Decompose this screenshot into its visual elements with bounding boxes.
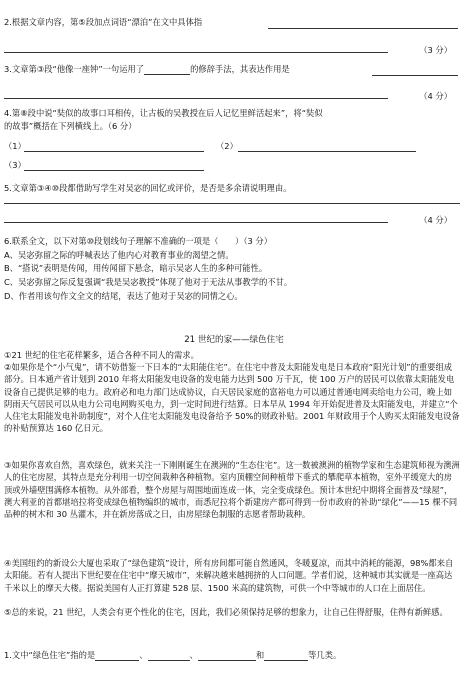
article-paragraph-4: ④美国纽约的新设公大厦也采取了“绿色建筑”设计，所有房间都可能自然通风，冬暖夏凉，而其中消耗的能源，98%都来自太阳能。若有人提出下世纪要在住宅中“摩天城市”，来解决越来越拥挤的人口问题。学者们说，这种城市其实就是一座高达千米以上的摩天大楼。据说美国有人正打算建 528 层、1500 米高的建筑物，可供一个中等城市的人口在上面居住。 xyxy=(4,558,454,593)
option-c[interactable]: C、吴宓弥留之际反复强调“我是吴宓教授”体现了他对于无法从事教学的不甘。 xyxy=(4,277,293,287)
answer-blank[interactable] xyxy=(144,65,190,75)
article-paragraph-2: ②如果你是个“小气鬼”，请不妨借鉴一下日本的“太阳能住宅”。在住宅中普及太阳能发电是日本政府“阳光计划”的重要组成部分。日本通产省计划到 2010 年将太阳能发电设备的发电能力达到 500 万千瓦，使 100 万户的居民可以依靠太阳能发电设备自己提供足够的电力。政府必和电力部门达成协议，白天居民家庭的富裕电力可以通过普通电网卖给电力公司，晚上如阴雨天气居民可以从电力公司电网购买电力，到一定时间进行结算。日本早从 1994 年开始促进普及太阳能发电，并建立“个人住宅太阳能发电补助制度”，对个人住宅太阳能发电设备给予 50%的财政补贴。2001 年财政用于个人购买太阳能发电设备的补贴预算达 160 亿日元。 xyxy=(4,362,460,434)
question-2 xyxy=(4,17,202,28)
score-label: （4 分） xyxy=(419,91,452,101)
question-4-line1: 4.第⑧段中说“奘似的故事口耳相传，让古板的吴教授在后人记忆里鲜活起来”，将“奘似 xyxy=(4,108,323,118)
answer-line[interactable] xyxy=(4,203,460,204)
answer-line[interactable] xyxy=(4,98,388,99)
answer-line[interactable] xyxy=(4,222,388,223)
answer-line-3[interactable] xyxy=(24,170,204,171)
answer-number-1: （1） xyxy=(4,141,26,151)
option-b[interactable]: B、“搭说”表明是传闻，用传闻留下悬念，暗示吴宓人生的多种可能性。 xyxy=(4,263,268,273)
question-2-text: 2.根据文章内容，第⑤段加点词语“漂泊”在文中具体指 xyxy=(4,17,203,27)
article-paragraph-5: ⑤总的来说，21 世纪，人类会有更个性化的住宅，因此，我们必须保持足够的想象力，让自己住得舒服，住得有新鲜感。 xyxy=(4,607,448,617)
answer-number-3: （3） xyxy=(4,160,26,170)
separator: 、 xyxy=(189,650,198,660)
article-paragraph-1: ①21 世纪的住宅花样繁多，适合各种不同人的需求。 xyxy=(4,350,199,360)
option-a[interactable]: A、吴宓弥留之际的呼喊表达了他内心对教育事业的渴望之情。 xyxy=(4,250,234,260)
separator: 、 xyxy=(139,650,148,660)
question-final xyxy=(4,650,341,661)
answer-blank-2[interactable] xyxy=(148,651,190,661)
question-final-text: 1.文中“绿色住宅”指的是 xyxy=(4,650,96,660)
article-title: 21 世纪的家——绿色住宅 xyxy=(184,335,284,345)
answer-number-2: （2） xyxy=(216,141,238,151)
question-3 xyxy=(4,64,290,75)
answer-line[interactable] xyxy=(372,75,458,76)
answer-line[interactable] xyxy=(4,52,388,53)
option-d[interactable]: D、作者用该句作文全文的结尾，表达了他对于吴宓的同情之心。 xyxy=(4,291,243,301)
answer-blank-4[interactable] xyxy=(264,651,308,661)
question-3-text-b: 的修辞手法，其表达作用是 xyxy=(190,64,290,74)
answer-blank-3[interactable] xyxy=(198,651,256,661)
question-6-stem: 6.联系全文，以下对第⑩段划线句子理解不准确的一项是（ ）（3 分） xyxy=(4,236,273,246)
question-3-text: 3.文章第③段“他像一座钟”一句运用了 xyxy=(4,64,145,74)
answer-line-1[interactable] xyxy=(24,151,204,152)
score-label: （3 分） xyxy=(419,45,452,55)
question-5-text: 5.文章第③④⑩段都借助写学生对吴宓的回忆或评价，是否是多余请说明理由。 xyxy=(4,183,292,193)
answer-line-2[interactable] xyxy=(238,151,416,152)
article-paragraph-3: ③如果你喜欢自然，喜欢绿色，就来关注一下刚刚诞生在澳洲的“生态住宅”。这一数被澳洲的植物学家和生态建筑师视为澳洲人的住宅房屋，其特点是充分利用一切空间栽种各种植物。室内顶棚空间种植带下垂式的攀爬草本植物，室外平缓宽大的房顶或外墙壁围满修本植物。从外部看，整个房屋与周围地面连成一体，完全变成绿色。预计本世纪中期将全面普及“绿屋”，澳大利亚的首都堪培拉将变成绿色植物编织的城市，而悉尼拉将个新建房产都可得到一份市政府的补助“绿化”——15 棵不同品种的树木和 30 丛灌木，并在新房落成之日，由房屋绿色制服的志愿者帮助栽种。 xyxy=(4,460,460,520)
question-final-end: 等几类。 xyxy=(308,650,342,660)
question-4-line2: 的故事”概括在下列横线上。（6 分） xyxy=(4,121,137,131)
answer-line[interactable] xyxy=(268,28,458,29)
separator: 和 xyxy=(255,650,265,660)
answer-blank-1[interactable] xyxy=(95,651,139,661)
score-label: （4 分） xyxy=(419,215,452,225)
